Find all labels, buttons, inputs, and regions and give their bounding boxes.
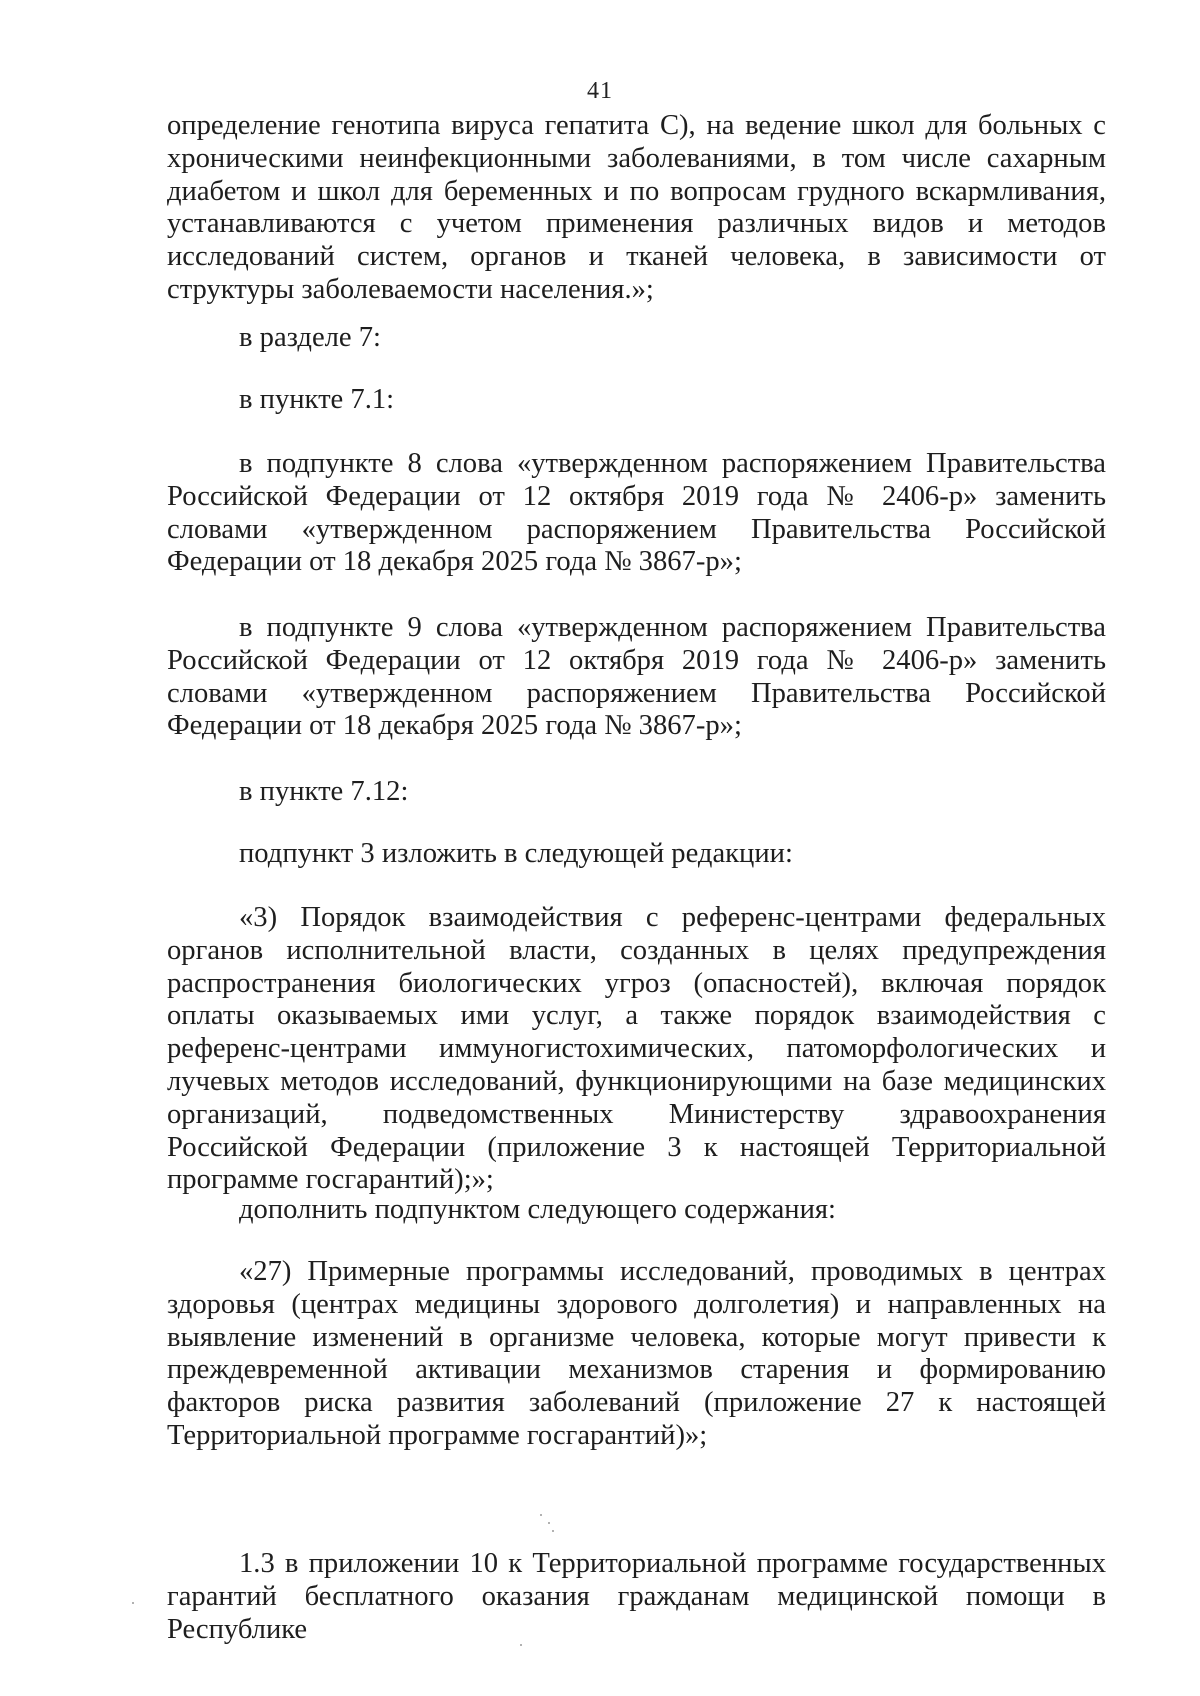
paragraph-subitem-9: в подпункте 9 слова «утвержденном распоряжением Правительства Российской Федерации от 12 октября 2019 года № 2406-р» заменить словами «утвержденном распоряжением Правительства Российской Федерации от 18 декабря 2025 года № 3867-р»; (167, 612, 1106, 742)
scan-speck (548, 1522, 550, 1524)
page-number: 41 (587, 78, 613, 104)
scan-speck (520, 1644, 522, 1646)
paragraph-item-7-12: в пункте 7.12: (239, 776, 409, 807)
scan-speck (132, 1602, 134, 1604)
scan-speck (552, 1530, 554, 1532)
paragraph-subitem-8: в подпункте 8 слова «утвержденном распоряжением Правительства Российской Федерации от 12 октября 2019 года № 2406-р» заменить словами «утвержденном распоряжением Правительства Российской Федерации от 18 декабря 2025 года № 3867-р»; (167, 448, 1106, 578)
paragraph-item-7-1: в пункте 7.1: (239, 384, 395, 415)
paragraph-subitem-3-text: «3) Порядок взаимодействия с референс-центрами федеральных органов исполнительной власти, созданных в целях предупреждения распространения биологических угроз (опасностей), включая порядок оплаты оказываемых ими услуг, а также порядок взаимодействия с референс-центрами иммуногистохимических, патоморфологических и лучевых методов исследований, функционирующими на базе медицинских организаций, подведомственных Министерству здравоохранения Российской Федерации (приложение 3 к настоящей Территориальной программе госгарантий);»; (167, 902, 1106, 1196)
paragraph-item-1-3: 1.3 в приложении 10 к Территориальной программе государственных гарантий бесплатного оказания гражданам медицинской помощи в Республике (167, 1548, 1106, 1645)
scan-speck (540, 1514, 542, 1516)
paragraph-continuation: определение генотипа вируса гепатита С), на ведение школ для больных с хроническими неинфекционными заболеваниями, в том числе сахарным диабетом и школ для беременных и по вопросам грудного вскармливания, устанавливаются с учетом применения различных видов и методов исследований систем, органов и тканей человека, в зависимости от структуры заболеваемости населения.»; (167, 110, 1106, 305)
paragraph-add-subitem-intro: дополнить подпунктом следующего содержания: (239, 1194, 836, 1225)
paragraph-section-7: в разделе 7: (239, 322, 382, 353)
paragraph-subitem-27-text: «27) Примерные программы исследований, проводимых в центрах здоровья (центрах медицины здорового долголетия) и направленных на выявление изменений в организме человека, которые могут привести к преждевременной активации механизмов старения и формированию факторов риска развития заболеваний (приложение 27 к настоящей Территориальной программе госгарантий)»; (167, 1256, 1106, 1451)
paragraph-subitem-3-intro: подпункт 3 изложить в следующей редакции: (239, 838, 793, 869)
